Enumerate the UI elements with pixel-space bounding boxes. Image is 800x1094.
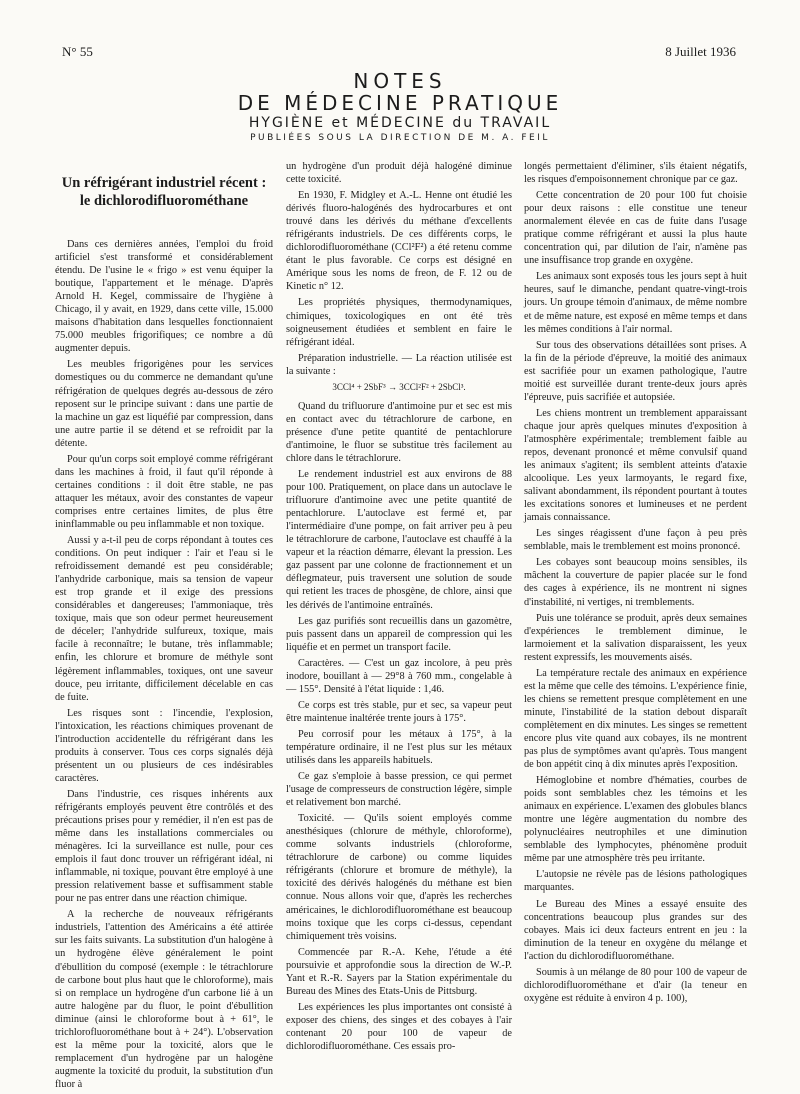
paragraph: un hydrogène d'un produit déjà halogéné diminue cette toxicité.	[286, 161, 512, 186]
paragraph: Dans l'industrie, ces risques inhérents aux réfrigérants employés peuvent être contrôlés et des précautions prises pour y remédier, il n'en est pas de même dans les installations commerciales ou ménagères. Ici la surveillance est nulle, pour ces emplois il faut donc trouver un réfrigérant idéal, ni inflammable, ni toxique, pouvant être employé à une pression relativement basse et suffisamment stable pour ne pas entrer dans une réaction chimique.	[55, 788, 273, 905]
paragraph: Les singes réagissent d'une façon à peu près semblable, mais le tremblement est moins prononcé.	[524, 528, 747, 553]
paragraph: En 1930, F. Midgley et A.-L. Henne ont étudié les dérivés fluoro-halogénés des hydrocarbures et ont trouvé dans les dérivés du méthane d'excellents réfrigérants industriels. De ces différents corps, le dichlorodifluorométhane (CCl²F²) a été retenu comme étant le plus favorable. Ce corps est désigné en Amérique sous les noms de freon, de F. 12 ou de Kinetic n° 12.	[286, 190, 512, 293]
masthead-notes: NOTES	[353, 69, 447, 93]
column-1	[55, 172, 273, 1094]
paragraph: Les cobayes sont beaucoup moins sensibles, ils mâchent la couverture de papier placée sur le fond des cages à expérience, ils ne montrent ni signes d'instabilité, ni vertiges, ni tremblements.	[524, 557, 747, 608]
paragraph: Aussi y a-t-il peu de corps répondant à toutes ces conditions. On peut indiquer : l'air et l'eau si le refroidissement demandé est peu considérable; l'anhydride carbonique, mais sa tension de vapeur est trop grande et il exige des pressions considérables et dangereuses; l'ammoniaque, très toxique, mais que son odeur permet heureusement de déceler; l'anhydride sulfureux, toxique, mais facile à reconnaître; le butane, très inflammable; enfin, les chlorure et bromure de méthyle sont légèrement inflammables, toxiques, ont une saveur douce, peu irritante, difficilement décelable en cas de fuite.	[55, 535, 273, 703]
paragraph: Sur tous des observations détaillées sont prises. A la fin de la période d'épreuve, la moitié des animaux est sacrifiée pour un examen pathologique, l'autre moitié est surveillée durant trente-deux jours après l'épreuve, puis sacrifiée et autopsiée.	[524, 339, 747, 403]
column-2-body-bottom	[286, 400, 512, 1053]
paragraph: Quand du trifluorure d'antimoine pur et sec est mis en contact avec du tétrachlorure de carbone, en présence d'une petite quantité de pentachlorure d'antimoine, le fluor se substitue très facilement au chlore dans le tétrachlorure.	[286, 400, 512, 464]
article-title-line-1: Un réfrigérant industriel récent :	[61, 175, 267, 191]
paragraph: L'autopsie ne révèle pas de lésions pathologiques marquantes.	[524, 869, 747, 894]
paragraph: Ce corps est très stable, pur et sec, sa vapeur peut être maintenue inaltérée trente jours à 175°.	[286, 699, 512, 724]
masthead	[0, 70, 800, 144]
reaction-formula: 3CCl⁴ + 2SbF³ → 3CCl²F² + 2SbCl³.	[332, 381, 466, 392]
paragraph: Ce gaz s'emploie à basse pression, ce qui permet l'usage de compresseurs de construction légère, simple et relativement bon marché.	[286, 771, 512, 809]
paragraph: Le Bureau des Mines a essayé ensuite des concentrations beaucoup plus grandes sur des cobayes. Mais ici deux facteurs entrent en jeu : la diminution de la teneur en oxygène du mélange et l'action du dichlorodifluorométhane.	[524, 898, 747, 962]
paragraph: A la recherche de nouveaux réfrigérants industriels, l'attention des Américains a été attirée sur les faits suivants. La substitution d'un halogène à un hydrogène élève généralement le point d'ébullition du composé (exemple : le tétrachlorure de carbone bout plus haut que le chloroforme), mais si on remplace un hydrogène d'un carbone lié à un autre halogène par du fluor, le point d'ébullition diminue (ainsi le chloroforme bout à + 61°, le trichlorofluorométhane bout à + 24°). L'observation est la même pour la toxicité, alors que le remplacement d'un hydrogène par un halogène augmente la toxicité du produit, la substitution d'un fluor à	[55, 909, 273, 1090]
paragraph: Peu corrosif pour les métaux à 175°, à la température ordinaire, il ne l'est plus sur les métaux utilisés dans les appareils habituels.	[286, 728, 512, 767]
paragraph: Les risques sont : l'incendie, l'explosion, l'intoxication, les réactions chimiques provenant de l'introduction accidentelle du réfrigérant dans les produits à conserver. Tous ces corps signalés déjà présentent un ou plusieurs de ces indésirables caractères.	[55, 707, 273, 784]
column-3	[524, 160, 747, 1008]
issue-number: N° 55	[62, 44, 93, 59]
paragraph: Le rendement industriel est aux environs de 88 pour 100. Pratiquement, on place dans un autoclave le trifluorure d'antimoine avec une petite quantité de pentachlorure. L'autoclave est fermé et, par l'intermédiaire d'une pompe, on fait arriver peu à peu le tétrachlorure de carbone, l'autoclave est chauffé à la vapeur et la réaction démarre, élevant la pression. Les gaz passent par une colonne de fractionnement et un déflegmateur, puis traversent une solution de soude qui retient les traces de phosgène, de chlore, ainsi que les dérivés de l'antimoine entraînés.	[286, 469, 512, 611]
article-title-line-2: le dichlorodifluorométhane	[79, 193, 249, 209]
issue-date: 8 Juillet 1936	[665, 44, 736, 59]
column-3-body	[524, 160, 747, 1005]
paragraph: Pour qu'un corps soit employé comme réfrigérant dans les machines à froid, il faut qu'il réponde à certaines conditions : il doit être stable, ne pas attaquer les métaux, avoir des constantes de vapeur comprises entre certaines limites, de plus être ininflammable ou peu inflammable et non toxique.	[55, 453, 273, 530]
paragraph: Les chiens montrent un tremblement apparaissant chaque jour après quelques minutes d'exposition à l'atmosphère expérimentale; tremblement faible au repos, devenant prononcé et même convulsif quand les animaux s'agitent; ils semblent atteints d'ataxie alcoolique. Les yeux larmoyants, le regard fixe, salivant abondamment, ils répondent pourtant à toutes les excitations sonores et lumineuses et ne perdent jamais connaissance.	[524, 407, 747, 524]
paragraph: Hémoglobine et nombre d'hématies, courbes de poids sont semblables chez les témoins et les animaux en expérience. L'examen des globules blancs montre une légère augmentation du nombre des polynucléaires neutrophiles et une diminution semblable des lymphocytes, phénomène produit même par une atmosphère très peu irritante.	[524, 775, 747, 865]
paragraph: La température rectale des animaux en expérience est la même que celle des témoins. L'expérience finie, les chiens se remettent presque complètement en une minute, l'instabilité de la station debout disparaît complètement en dix minutes. Les singes se remettent encore plus vite quand aux cobayes, ils ne montrent pas plus de symptômes avant qu'après. Tous mangent de bon appétit cinq à dix minutes après l'exposition.	[524, 667, 747, 771]
masthead-direction: PUBLIÉES SOUS LA DIRECTION DE M. A. FEIL	[250, 133, 550, 143]
paragraph: Caractères. — C'est un gaz incolore, à peu près inodore, bouillant à — 29°8 à 760 mm., congelable à — 155°. Densité à l'état liquide : 1,46.	[286, 657, 512, 695]
paragraph: Les expériences les plus importantes ont consisté à exposer des chiens, des singes et des cobayes à l'air contenant 20 pour 100 de vapeur de dichlorodifluorométhane. Ces essais pro-	[286, 1001, 512, 1052]
column-1-body	[55, 238, 273, 1091]
paragraph: longés permettaient d'éliminer, s'ils étaient négatifs, les risques d'empoisonnement chronique par ce gaz.	[524, 161, 747, 186]
paragraph: Les propriétés physiques, thermodynamiques, chimiques, toxicologiques en ont été très soigneusement étudiées et semblent en faire le réfrigérant idéal.	[286, 297, 512, 348]
paragraph: Préparation industrielle. — La réaction utilisée est la suivante :	[286, 352, 512, 377]
article-title	[55, 174, 273, 210]
paragraph: Commencée par R.-A. Kehe, l'étude a été poursuivie et approfondie sous la direction de W.-P. Yant et R.-R. Sayers par la Station expérimentale du Bureau des Mines des Etats-Unis de Pittsburg.	[286, 946, 512, 997]
paragraph: Toxicité. — Qu'ils soient employés comme anesthésiques (chlorure de méthyle, chloroforme), comme solvants industriels (chloroforme, tétrachlorure de carbone) ou comme liquides réfrigérants (chlorure et bromure de méthyle), la toxicité des dérivés halogénés du méthane est bien connue. Nous allons voir que, d'après les recherches américaines, le dichlorodifluorométhane est beaucoup moins toxique que les corps ci-dessus, cependant chimiquement très voisins.	[286, 813, 512, 942]
column-2	[286, 160, 512, 1056]
paragraph: Puis une tolérance se produit, après deux semaines d'expériences le tremblement diminue, le larmoiement et la salivation disparaissent, les yeux restent expressifs, les mouvements aisés.	[524, 612, 747, 663]
masthead-subtitle: HYGIÈNE et MÉDECINE du TRAVAIL	[248, 115, 552, 131]
paragraph: Les animaux sont exposés tous les jours sept à huit heures, sauf le dimanche, pendant quatre-vingt-trois jours. Un groupe témoin d'animaux, de même nombre et de même nature, est exposé en même temps et dans les mêmes conditions à l'air normal.	[524, 271, 747, 335]
paragraph: Cette concentration de 20 pour 100 fut choisie pour deux raisons : elle constitue une teneur anormalement élevée en cas de fuite dans l'usage pratique comme réfrigérant et aussi la plus haute concentration qui, par dilution de l'air, n'amène pas une insuffisance trop grande en oxygène.	[524, 190, 747, 267]
paragraph: Soumis à un mélange de 80 pour 100 de vapeur de dichlorodifluorométhane et d'air (la teneur en oxygène est réduite à environ 4 p. 100),	[524, 966, 747, 1004]
paragraph: Dans ces dernières années, l'emploi du froid artificiel s'est transformé et considérablement étendu. De l'usine le « frigo » est venu équiper la boutique, l'appartement et le ménage. D'après Arnold H. Kegel, commissaire de l'hygiène à Chicago, il y avait, en 1929, dans cette ville, 15.000 maisons d'habitation dans lesquelles fonctionnaient 75.000 meubles frigorifiques; ce nombre a dû augmenter depuis.	[55, 239, 273, 355]
paragraph: Les gaz purifiés sont recueillis dans un gazomètre, puis passent dans un appareil de compression qui les liquéfie et en permet un transport facile.	[286, 615, 512, 653]
column-2-body-top	[286, 160, 512, 378]
paragraph: Les meubles frigorigènes pour les services domestiques ou du commerce ne demandant qu'une réfrigération de quelques degrés au-dessous de zéro reposent sur le principe suivant : dans une partie de la machine un gaz est liquéfié par compression, dans une autre partie il se détend et se refroidit par la détente.	[55, 359, 273, 449]
masthead-title: DE MÉDECINE PRATIQUE	[237, 91, 563, 115]
